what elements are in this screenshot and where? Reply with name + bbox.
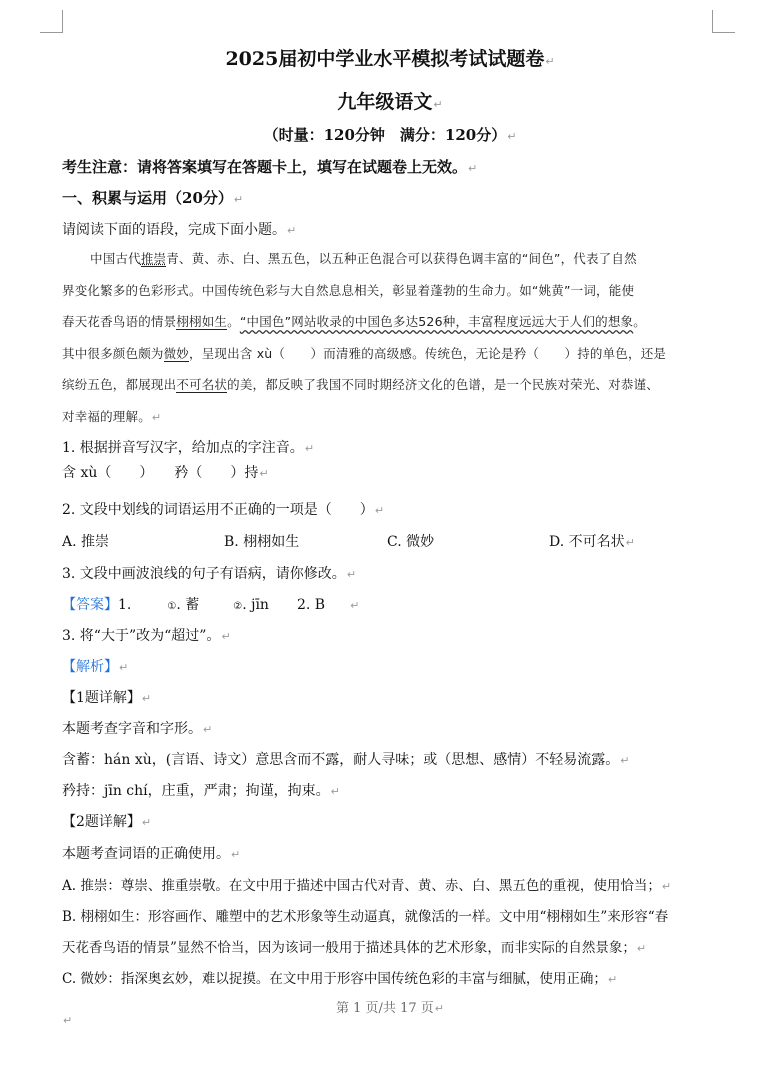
paragraph-mark-icon: ↵ (330, 785, 340, 798)
exam-title: 2025届初中学业水平模拟考试试题卷↵ (225, 48, 555, 70)
paragraph-mark-icon: ↵ (433, 98, 443, 111)
passage-line: 对幸福的理解。↵ (62, 408, 162, 424)
detail-1-body: 本题考查字音和字形。↵ (62, 721, 213, 737)
subject-title: 九年级语文↵ (337, 91, 443, 113)
paragraph-mark-icon: ↵ (468, 162, 478, 175)
paragraph-mark-icon: ↵ (233, 193, 244, 206)
paragraph-mark-icon: ↵ (119, 661, 129, 674)
exam-notice: 考生注意：请将答案填写在答题卡上，填写在试题卷上无效。↵ (62, 158, 478, 176)
passage-line: 缤纷五色，都展现出不可名状的美，都反映了我国不同时期经济文化的色谱，是一个民族对荣光、对恭谨、 (62, 377, 659, 392)
section-heading: 一、积累与运用（20分）↵ (62, 189, 244, 207)
passage-line: 其中很多颜色颇为微妙，呈现出含 xù（ ）而清雅的高级感。传统色，无论是矜（ ）持的单色，还是 (62, 345, 667, 361)
wavy-underlined-sentence: “中国色”网站收录的中国色多达526种，丰富程度远远大于人们的想象 (239, 314, 634, 329)
paragraph-mark-icon: ↵ (141, 816, 152, 829)
detail-2-option-b-line2: 天花香鸟语的情景”显然不恰当，因为该词一般用于描述具体的艺术形象，而非实际的自然景象；↵ (62, 940, 647, 956)
detail-1-jinchi: 矜持：jīn chí，庄重，严肃；拘谨，拘束。↵ (62, 783, 340, 799)
detail-2-body: 本题考查词语的正确使用。↵ (62, 846, 241, 862)
time-score-line: （时量：120分钟 满分：120分）↵ (263, 126, 517, 144)
paragraph-mark-icon: ↵ (374, 504, 385, 517)
question-1: 1. 根据拼音写汉字，给加点的字注音。↵ (62, 440, 315, 456)
page-footer: 第 1 页/共 17 页↵ (336, 1001, 444, 1016)
page-corner-mark-top-left (40, 10, 63, 33)
question-2: 2. 文段中划线的词语运用不正确的一项是（ ）↵ (62, 502, 385, 518)
option-a: A. 推崇 (62, 534, 110, 550)
reading-passage (62, 243, 712, 432)
paragraph-mark-icon: ↵ (203, 723, 213, 736)
option-d: D. 不可名状↵ (549, 534, 635, 550)
detail-2-option-b-line1: B. 栩栩如生：形容画作、雕塑中的艺术形象等生动逼真，就像活的一样。文中用“栩栩如生”来形容“春 (62, 909, 669, 925)
paragraph-mark-icon: ↵ (434, 1002, 444, 1015)
paragraph-mark-icon: ↵ (661, 880, 672, 893)
paragraph-mark-icon: ↵ (545, 55, 555, 68)
paragraph-mark-icon: ↵ (63, 1014, 73, 1027)
paragraph-mark-icon: ↵ (259, 467, 269, 480)
paragraph-mark-icon: ↵ (636, 942, 647, 955)
paragraph-mark-icon: ↵ (607, 973, 618, 986)
reading-instruction: 请阅读下面的语段，完成下面小题。↵ (62, 222, 297, 238)
detail-2-option-a: A. 推崇：尊崇、推重崇敬。在文中用于描述中国古代对青、黄、赤、白、黑五色的重视，使用恰当；↵ (62, 878, 672, 894)
paragraph-mark-icon: ↵ (221, 630, 231, 643)
paragraph-mark-icon: ↵ (346, 568, 357, 581)
underlined-word-tuichong: 推崇 (140, 251, 167, 266)
paragraph-mark-icon: ↵ (625, 536, 635, 549)
paragraph-mark-icon: ↵ (350, 599, 360, 612)
detail-1-title: 【1题详解】↵ (62, 690, 152, 706)
paragraph-mark-icon: ↵ (620, 754, 630, 767)
detail-2-option-c: C. 微妙：指深奥玄妙，难以捉摸。在文中用于形容中国传统色彩的丰富与细腻，使用正确；↵ (62, 971, 618, 987)
option-c: C. 微妙 (387, 534, 435, 550)
paragraph-mark-icon: ↵ (141, 692, 152, 705)
underlined-word-bukemingzhuang: 不可名状 (176, 377, 228, 392)
paragraph-mark-icon: ↵ (231, 848, 241, 861)
answer-line: 【答案】1. ①. 蓄 ②. jīn 2. B ↵ (62, 597, 360, 613)
answer-line-2: 3. 将“大于”改为“超过”。↵ (62, 628, 231, 644)
underlined-word-xuxurusheng: 栩栩如生 (176, 314, 228, 329)
passage-line: 中国古代推崇青、黄、赤、白、黑五色，以五种正色混合可以获得色调丰富的“间色”，代表了自然 (90, 251, 637, 266)
analysis-tag: 【解析】↵ (62, 659, 129, 675)
paragraph-mark-icon: ↵ (151, 410, 162, 424)
question-1-blanks: 含 xù（ ） 矜（ ）持↵ (62, 465, 269, 481)
answer-tag: 【答案】 (62, 597, 118, 613)
page-corner-mark-top-right (712, 10, 735, 33)
paragraph-mark-icon: ↵ (287, 224, 297, 237)
underlined-word-weimiao: 微妙 (163, 345, 190, 361)
passage-line: 界变化繁多的色彩形式。中国传统色彩与大自然息息相关，彰显着蓬勃的生命力。如“姚黄”一词，能使 (62, 282, 635, 298)
paragraph-mark-icon: ↵ (304, 442, 315, 455)
detail-2-title: 【2题详解】↵ (62, 814, 152, 830)
paragraph-mark-icon: ↵ (507, 130, 517, 143)
option-b: B. 栩栩如生 (224, 534, 300, 550)
passage-line: 春天花香鸟语的情景栩栩如生。“中国色”网站收录的中国色多达526种，丰富程度远远大于人们的想象。 (62, 314, 646, 329)
question-3: 3. 文段中画波浪线的句子有语病，请你修改。↵ (62, 566, 357, 582)
detail-1-hanxu: 含蓄：hán xù，(言语、诗文）意思含而不露，耐人寻味；或（思想、感情）不轻易流露。↵ (62, 752, 630, 768)
